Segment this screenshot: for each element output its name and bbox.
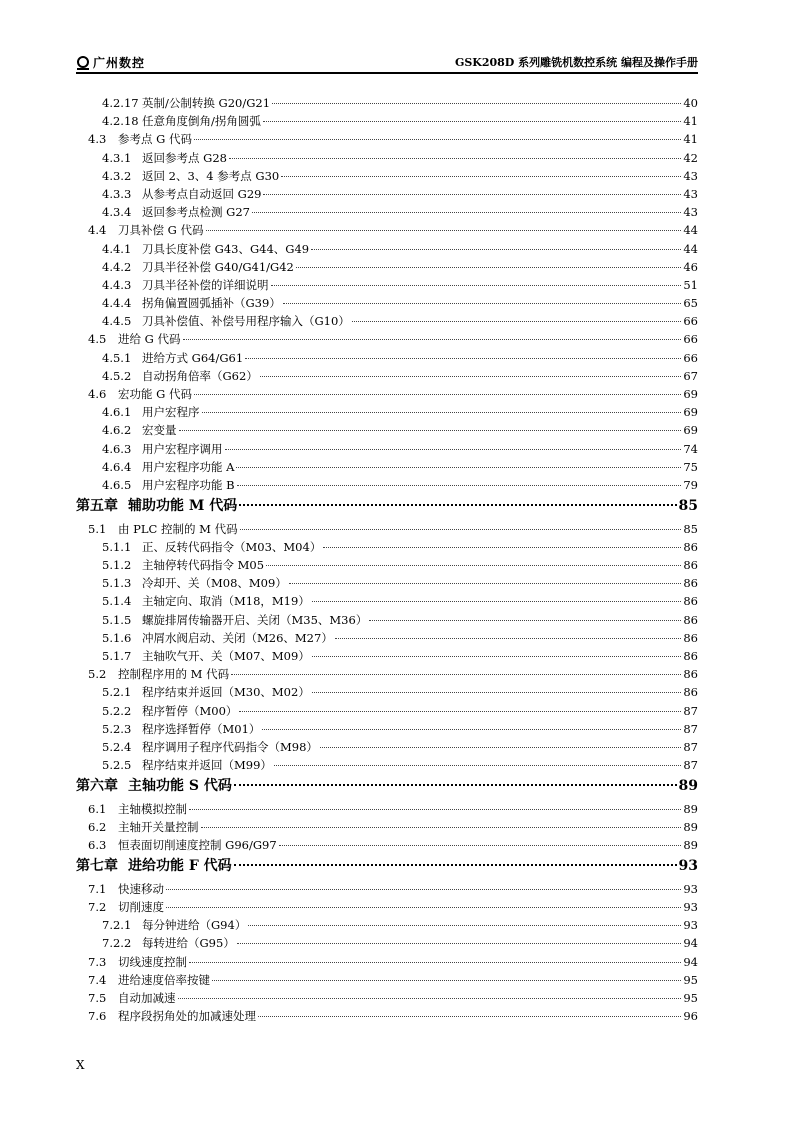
toc-entry-title: 用户宏程序功能 A xyxy=(142,459,235,474)
toc-dot-leader xyxy=(352,321,682,322)
toc-dot-leader xyxy=(179,430,682,431)
toc-entry[interactable] xyxy=(76,800,698,818)
toc-entry-title: 进给功能 F 代码 xyxy=(128,858,232,875)
toc-entry-page: 43 xyxy=(683,168,698,183)
toc-entry-title: 程序结束并返回（M99） xyxy=(142,758,272,773)
toc-entry-title: 用户宏程序 xyxy=(142,405,200,420)
toc-entry-number: 7.3 xyxy=(88,954,107,969)
toc-entry[interactable] xyxy=(76,818,698,836)
toc-entry[interactable] xyxy=(76,665,698,683)
toc-entry-page: 69 xyxy=(683,405,698,420)
toc-entry-number: 4.5 xyxy=(88,332,107,347)
toc-entry-page: 86 xyxy=(683,558,698,572)
toc-entry-number: 6.1 xyxy=(88,801,107,816)
toc-chapter-entry[interactable] xyxy=(76,494,698,520)
toc-dot-leader xyxy=(252,212,681,213)
toc-entry-page: 51 xyxy=(683,277,698,292)
toc-dot-leader xyxy=(189,809,681,810)
gsk-logo xyxy=(76,55,145,71)
toc-dot-leader xyxy=(272,103,681,104)
toc-entry-number: 7.2 xyxy=(88,900,107,914)
toc-dot-leader xyxy=(236,467,681,468)
toc-dot-leader xyxy=(312,692,682,693)
toc-entry-number: 5.1.1 xyxy=(102,539,132,554)
toc-entry-title: 用户宏程序调用 xyxy=(142,441,223,456)
toc-entry-number: 5.2.4 xyxy=(102,739,132,754)
toc-entry[interactable] xyxy=(76,240,698,258)
toc-entry-title: 主轴开关量控制 xyxy=(118,819,199,834)
toc-chapter-entry[interactable] xyxy=(76,854,698,880)
toc-dot-leader xyxy=(271,285,682,286)
toc-entry-page: 87 xyxy=(683,721,698,736)
toc-entry-page: 75 xyxy=(683,459,698,474)
toc-entry-page: 94 xyxy=(683,954,698,969)
toc-entry-page: 86 xyxy=(683,630,698,645)
toc-entry-page: 86 xyxy=(683,648,698,663)
toc-entry-title: 恒表面切削速度控制 G96/G97 xyxy=(118,838,277,853)
toc-entry-title: 主轴吹气开、关（M07、M09） xyxy=(142,648,310,663)
toc-dot-leader xyxy=(281,176,681,177)
toc-entry[interactable] xyxy=(76,130,698,148)
toc-entry-page: 86 xyxy=(683,667,698,682)
toc-dot-leader xyxy=(237,943,682,944)
toc-entry-number: 5.1.2 xyxy=(102,558,132,572)
toc-entry-number: 4.6.2 xyxy=(102,423,132,438)
toc-entry-title: 冲屑水阀启动、关闭（M26、M27） xyxy=(142,630,333,645)
toc-entry[interactable] xyxy=(76,276,698,294)
toc-entry-title: 辅助功能 M 代码 xyxy=(128,498,238,515)
toc-entry-page: 43 xyxy=(683,186,698,201)
toc-entry-title: 刀具补偿 G 代码 xyxy=(118,223,204,238)
toc-entry[interactable] xyxy=(76,421,698,439)
toc-entry-title: 主轴功能 S 代码 xyxy=(128,778,232,795)
toc-entry-title: 参考点 G 代码 xyxy=(118,132,192,147)
toc-entry-number: 4.3 xyxy=(88,132,107,147)
toc-entry[interactable] xyxy=(76,385,698,403)
toc-entry-page: 41 xyxy=(683,132,698,147)
toc-entry-title: 刀具半径补偿 G40/G41/G42 xyxy=(142,259,294,274)
toc-entry[interactable] xyxy=(76,916,698,934)
toc-dot-leader xyxy=(240,529,682,530)
toc-entry-title: 主轴定向、取消（M18，M19） xyxy=(142,594,310,609)
toc-entry[interactable] xyxy=(76,349,698,367)
toc-entry-number: 4.6.4 xyxy=(102,459,132,474)
toc-entry-number: 5.2 xyxy=(88,667,107,682)
toc-entry-number: 4.6.5 xyxy=(102,477,132,492)
toc-entry-page: 85 xyxy=(683,521,698,536)
toc-entry-title: 每转进给（G95） xyxy=(142,936,235,951)
logo-text: 广州数控 xyxy=(93,56,146,70)
toc-dot-leader xyxy=(274,765,681,766)
toc-entry-page: 86 xyxy=(683,612,698,627)
toc-entry-title: 从参考点自动返回 G29 xyxy=(142,186,262,201)
toc-entry-page: 69 xyxy=(683,423,698,438)
toc-dot-leader xyxy=(283,303,682,304)
toc-dot-leader xyxy=(258,1016,681,1017)
toc-entry[interactable] xyxy=(76,294,698,312)
toc-entry-title: 每分钟进给（G94） xyxy=(142,918,247,933)
toc-entry[interactable] xyxy=(76,403,698,421)
page-header xyxy=(76,52,698,74)
toc-entry[interactable] xyxy=(76,629,698,647)
toc-entry-title: 进给 G 代码 xyxy=(118,332,181,347)
toc-dot-leader xyxy=(178,998,682,999)
toc-entry-title: 进给速度倍率按键 xyxy=(118,972,210,987)
toc-entry[interactable] xyxy=(76,574,698,592)
toc-dot-leader xyxy=(369,620,681,621)
toc-entry-title: 刀具补偿值、补偿号用程序输入（G10） xyxy=(142,314,350,329)
toc-dot-leader xyxy=(166,889,681,890)
toc-dot-leader xyxy=(234,864,677,866)
toc-entry[interactable] xyxy=(76,647,698,665)
toc-dot-leader xyxy=(202,412,682,413)
toc-entry-title: 由 PLC 控制的 M 代码 xyxy=(118,521,238,536)
toc-entry[interactable] xyxy=(76,203,698,221)
toc-dot-leader xyxy=(279,845,682,846)
toc-entry-number: 4.5.2 xyxy=(102,368,132,383)
toc-entry-title: 切削速度 xyxy=(118,900,164,914)
toc-dot-leader xyxy=(320,747,681,748)
toc-entry-page: 86 xyxy=(683,539,698,554)
toc-entry[interactable] xyxy=(76,520,698,538)
toc-entry-page: 95 xyxy=(683,972,698,987)
toc-entry-number: 5.1 xyxy=(88,521,107,536)
toc-entry[interactable] xyxy=(76,440,698,458)
toc-entry-page: 96 xyxy=(683,1009,698,1024)
toc-entry[interactable] xyxy=(76,167,698,185)
toc-entry[interactable] xyxy=(76,702,698,720)
toc-entry-title: 返回 2、3、4 参考点 G30 xyxy=(142,168,280,183)
toc-entry-title: 螺旋排屑传输器开启、关闭（M35、M36） xyxy=(142,612,368,627)
toc-entry-page: 93 xyxy=(678,858,698,875)
toc-dot-leader xyxy=(201,827,682,828)
toc-entry-number: 5.1.6 xyxy=(102,630,132,645)
toc-entry[interactable] xyxy=(76,836,698,854)
toc-entry-page: 69 xyxy=(683,387,698,401)
toc-entry-number: 4.2.18 xyxy=(102,114,139,129)
toc-entry-title: 宏变量 xyxy=(142,423,177,438)
toc-entry[interactable] xyxy=(76,971,698,989)
toc-entry-title: 返回参考点 G28 xyxy=(142,150,227,165)
toc-entry-number: 5.2.5 xyxy=(102,758,132,773)
toc-entry-number: 5.2.2 xyxy=(102,703,132,718)
toc-dot-leader xyxy=(239,504,676,506)
toc-dot-leader xyxy=(239,711,681,712)
toc-entry-number: 4.5.1 xyxy=(102,350,132,365)
toc-dot-leader xyxy=(335,638,682,639)
toc-entry-number: 4.3.4 xyxy=(102,205,132,220)
toc-entry-number: 5.1.7 xyxy=(102,648,132,663)
toc-entry-number: 5.1.3 xyxy=(102,576,132,591)
toc-entry-page: 93 xyxy=(683,900,698,914)
toc-entry-number: 7.6 xyxy=(88,1009,107,1024)
toc-dot-leader xyxy=(260,376,682,377)
toc-entry-page: 87 xyxy=(683,739,698,754)
toc-entry-number: 4.6.3 xyxy=(102,441,132,456)
toc-dot-leader xyxy=(263,121,681,122)
toc-entry[interactable] xyxy=(76,538,698,556)
toc-entry-page: 46 xyxy=(683,259,698,274)
gsk-logo-icon xyxy=(76,56,90,70)
toc-entry-page: 93 xyxy=(683,881,698,896)
toc-dot-leader xyxy=(262,729,681,730)
toc-dot-leader xyxy=(166,907,681,908)
toc-dot-leader xyxy=(312,656,682,657)
toc-entry-title: 控制程序用的 M 代码 xyxy=(118,667,230,682)
header-rule xyxy=(76,72,698,74)
toc-entry-number: 7.2.1 xyxy=(102,918,132,933)
toc-dot-leader xyxy=(225,449,682,450)
toc-entry-title: 冷却开、关（M08、M09） xyxy=(142,576,287,591)
toc-entry-page: 74 xyxy=(683,441,698,456)
toc-entry-number: 5.2.1 xyxy=(102,685,132,700)
toc-entry-title: 宏功能 G 代码 xyxy=(118,387,192,401)
toc-entry-number: 6.2 xyxy=(88,819,107,834)
toc-entry-title: 自动拐角倍率（G62） xyxy=(142,368,258,383)
toc-entry-number: 4.3.3 xyxy=(102,186,132,201)
toc-entry[interactable] xyxy=(76,898,698,916)
toc-entry-title: 进给方式 G64/G61 xyxy=(142,350,244,365)
toc-entry-page: 86 xyxy=(683,594,698,609)
toc-entry-number: 4.4.5 xyxy=(102,314,132,329)
toc-dot-leader xyxy=(312,601,682,602)
toc-entry-page: 44 xyxy=(683,223,698,238)
toc-entry[interactable] xyxy=(76,476,698,494)
toc-entry-number: 4.6 xyxy=(88,387,107,401)
toc-entry-number: 5.1.4 xyxy=(102,594,132,609)
toc-entry-title: 主轴模拟控制 xyxy=(118,801,187,816)
toc-entry-page: 86 xyxy=(683,685,698,700)
toc-entry-page: 79 xyxy=(683,477,698,492)
toc-dot-leader xyxy=(206,230,682,231)
toc-chapter-entry[interactable] xyxy=(76,774,698,800)
toc-entry-title: 程序调用子程序代码指令（M98） xyxy=(142,739,318,754)
toc-entry[interactable] xyxy=(76,94,698,112)
toc-entry-number: 4.4.4 xyxy=(102,296,132,311)
toc-entry[interactable] xyxy=(76,149,698,167)
toc-entry[interactable] xyxy=(76,367,698,385)
toc-entry-title: 刀具半径补偿的详细说明 xyxy=(142,277,269,292)
toc-entry-page: 89 xyxy=(678,778,698,795)
toc-entry[interactable] xyxy=(76,738,698,756)
toc-dot-leader xyxy=(194,139,681,140)
toc-entry-title: 拐角偏置圆弧插补（G39） xyxy=(142,296,281,311)
toc-entry-number: 5.1.5 xyxy=(102,612,132,627)
toc-entry-page: 87 xyxy=(683,703,698,718)
toc-entry-title: 程序暂停（M00） xyxy=(142,703,238,718)
toc-entry-page: 67 xyxy=(683,368,698,383)
toc-entry[interactable] xyxy=(76,880,698,898)
toc-entry[interactable] xyxy=(76,458,698,476)
toc-entry-page: 89 xyxy=(683,801,698,816)
toc-entry[interactable] xyxy=(76,683,698,701)
toc-entry-number: 第五章 xyxy=(76,498,118,515)
toc-entry[interactable] xyxy=(76,556,698,574)
toc-entry-title: 返回参考点检测 G27 xyxy=(142,205,250,220)
toc-entry[interactable] xyxy=(76,221,698,239)
toc-entry-title: 刀具长度补偿 G43、G44、G49 xyxy=(142,241,310,256)
toc-dot-leader xyxy=(231,674,681,675)
toc-entry-page: 94 xyxy=(683,936,698,951)
toc-entry-title: 主轴停转代码指令 M05 xyxy=(142,558,265,572)
toc-dot-leader xyxy=(194,394,681,395)
toc-entry[interactable] xyxy=(76,592,698,610)
toc-dot-leader xyxy=(263,194,681,195)
toc-dot-leader xyxy=(234,784,677,786)
toc-entry[interactable] xyxy=(76,611,698,629)
toc-entry[interactable] xyxy=(76,185,698,203)
toc-entry-page: 85 xyxy=(678,498,698,515)
toc-entry-number: 6.3 xyxy=(88,838,107,853)
toc-dot-leader xyxy=(212,980,681,981)
toc-entry-number: 4.4.1 xyxy=(102,241,132,256)
toc-entry[interactable] xyxy=(76,312,698,330)
toc-entry[interactable] xyxy=(76,953,698,971)
toc-entry[interactable] xyxy=(76,934,698,952)
toc-entry-number: 第七章 xyxy=(76,858,118,875)
toc-entry-page: 40 xyxy=(683,96,698,110)
toc-entry-page: 42 xyxy=(683,150,698,165)
toc-entry-page: 66 xyxy=(683,314,698,329)
toc-entry-page: 66 xyxy=(683,350,698,365)
table-of-contents xyxy=(76,94,698,1025)
toc-entry-title: 正、反转代码指令（M03、M04） xyxy=(142,539,322,554)
toc-dot-leader xyxy=(245,358,681,359)
toc-entry-number: 7.4 xyxy=(88,972,107,987)
toc-entry-page: 66 xyxy=(683,332,698,347)
toc-entry[interactable] xyxy=(76,989,698,1007)
page-number: X xyxy=(76,1058,85,1072)
toc-dot-leader xyxy=(183,339,682,340)
toc-entry-page: 89 xyxy=(683,819,698,834)
toc-dot-leader xyxy=(189,962,681,963)
toc-entry-title: 用户宏程序功能 B xyxy=(142,477,235,492)
toc-entry-page: 43 xyxy=(683,205,698,220)
toc-entry[interactable] xyxy=(76,720,698,738)
toc-entry-title: 自动加减速 xyxy=(118,990,176,1005)
toc-entry-page: 87 xyxy=(683,758,698,773)
header-title: GSK208D 系列雕铣机数控系统 编程及操作手册 xyxy=(454,56,698,69)
toc-entry-number: 4.4.3 xyxy=(102,277,132,292)
toc-dot-leader xyxy=(323,547,681,548)
toc-entry-number: 4.6.1 xyxy=(102,405,132,420)
toc-entry-page: 86 xyxy=(683,576,698,591)
toc-entry-number: 第六章 xyxy=(76,778,118,795)
toc-dot-leader xyxy=(237,485,682,486)
toc-dot-leader xyxy=(229,158,681,159)
toc-entry-title: 英制/公制转换 G20/G21 xyxy=(142,96,271,110)
toc-dot-leader xyxy=(289,583,682,584)
toc-entry-number: 7.5 xyxy=(88,990,107,1005)
toc-entry-number: 4.3.1 xyxy=(102,150,132,165)
toc-dot-leader xyxy=(311,249,681,250)
toc-dot-leader xyxy=(266,565,681,566)
toc-entry-title: 程序选择暂停（M01） xyxy=(142,721,261,736)
toc-entry-number: 4.4 xyxy=(88,223,107,238)
toc-entry[interactable] xyxy=(76,112,698,130)
toc-entry-page: 89 xyxy=(683,838,698,853)
toc-entry-page: 41 xyxy=(683,114,698,129)
toc-entry-page: 44 xyxy=(683,241,698,256)
toc-entry-page: 95 xyxy=(683,990,698,1005)
toc-entry[interactable] xyxy=(76,258,698,276)
toc-dot-leader xyxy=(296,267,681,268)
toc-entry-number: 4.3.2 xyxy=(102,168,132,183)
toc-entry-number: 4.4.2 xyxy=(102,259,132,274)
toc-entry-page: 65 xyxy=(683,296,698,311)
toc-entry-title: 任意角度倒角/拐角圆弧 xyxy=(142,114,261,129)
toc-entry[interactable] xyxy=(76,330,698,348)
toc-dot-leader xyxy=(248,925,681,926)
toc-entry-title: 程序结束并返回（M30、M02） xyxy=(142,685,310,700)
toc-entry-title: 切线速度控制 xyxy=(118,954,187,969)
toc-entry[interactable] xyxy=(76,1007,698,1025)
toc-entry-title: 快速移动 xyxy=(118,881,164,896)
toc-entry-title: 程序段拐角处的加减速处理 xyxy=(118,1009,256,1024)
toc-entry-number: 5.2.3 xyxy=(102,721,132,736)
toc-entry-number: 7.2.2 xyxy=(102,936,132,951)
toc-entry[interactable] xyxy=(76,756,698,774)
toc-entry-page: 93 xyxy=(683,918,698,933)
toc-entry-number: 4.2.17 xyxy=(102,96,139,110)
toc-entry-number: 7.1 xyxy=(88,881,107,896)
